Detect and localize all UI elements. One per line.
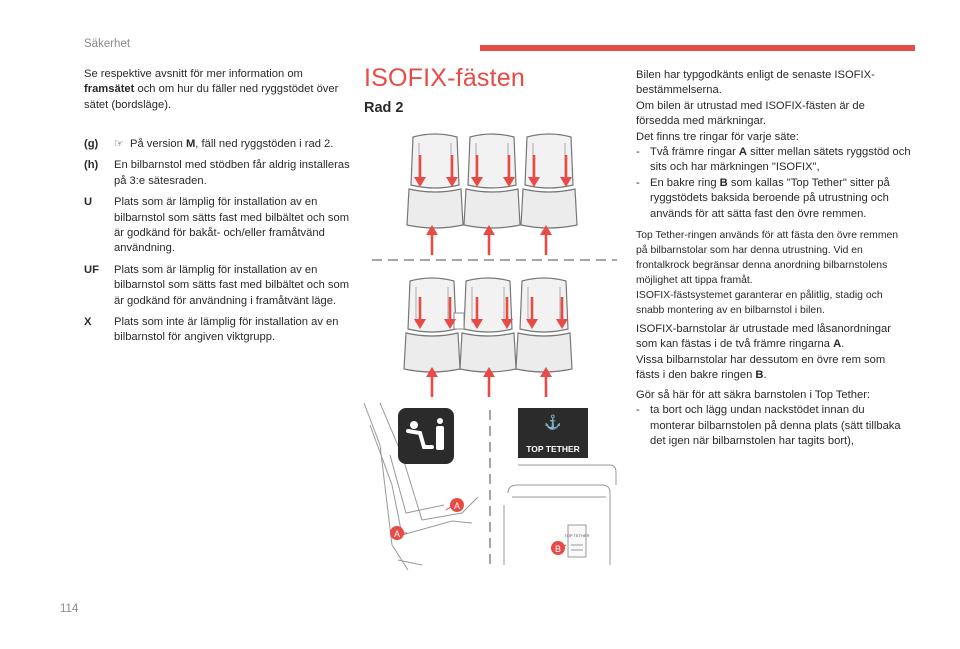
paragraph: Top Tether-ringen används för att fästa den övre remmen på bilbarnstolar som har denna utrustning. Vid en frontalkrock begränsar denna anordning bilbarnstolens möjlighet att tippa framåt. bbox=[636, 230, 899, 287]
bullet-item bbox=[636, 145, 911, 176]
definition-key: U bbox=[84, 196, 93, 209]
paragraph: Bilen har typgodkänts enligt de senaste ISOFIX-bestämmelserna. bbox=[636, 69, 875, 97]
seat-row-top bbox=[407, 134, 577, 255]
anchor-a-marker bbox=[446, 498, 464, 512]
bullet-text-pre: En bakre ring bbox=[650, 176, 720, 189]
definition-key: X bbox=[84, 316, 92, 329]
intro-text-1: Se respektive avsnitt för mer information om bbox=[84, 68, 303, 80]
bullet-text-pre: Två främre ringar bbox=[650, 146, 739, 159]
section-title: Säkerhet bbox=[84, 38, 131, 50]
definition-text-post: , fäll ned ryggstöden i rad 2. bbox=[195, 138, 334, 150]
definition-text bbox=[114, 137, 356, 152]
paragraph: ISOFIX-fästsystemet garanterar en pålitlig, stadig och snabb montering av en bilbarnstol i bilen. bbox=[636, 290, 883, 317]
definition-text: Plats som är lämplig för installation av en bilbarnstol som sätts fast med bilbältet och som är godkänd för användning i framåtvänt läge. bbox=[114, 263, 350, 307]
top-tether-symbol bbox=[518, 408, 588, 458]
bullet-bold: A bbox=[738, 146, 747, 159]
page-title: ISOFIX-fästen bbox=[364, 64, 525, 92]
definition-item bbox=[84, 195, 356, 257]
anchor-a-label: A bbox=[453, 501, 461, 511]
info-column bbox=[636, 68, 911, 449]
definition-item bbox=[84, 263, 356, 309]
subtitle: Rad 2 bbox=[364, 100, 404, 116]
definition-item bbox=[84, 158, 356, 189]
paragraph-text-pre: ISOFIX-barnstolar är utrustade med låsanordningar som kan fästas i de två främre ringarna bbox=[636, 323, 891, 351]
definition-text: Plats som är lämplig för installation av en bilbarnstol som sätts fast med bilbältet och som är godkänd för bakåt- och/eller framåtvänd användning. bbox=[114, 196, 350, 255]
bullet-item bbox=[636, 176, 911, 222]
isofix-symbol-icon bbox=[398, 408, 454, 464]
intro-bold: framsätet bbox=[84, 83, 135, 96]
paragraph-text-post: . bbox=[763, 369, 767, 382]
intro-paragraph bbox=[84, 67, 356, 113]
paragraph-text-pre: Vissa bilbarnstolar har dessutom en övre rem som fästs i den bakre ringen bbox=[636, 353, 886, 382]
paragraph-bold: B bbox=[755, 369, 764, 382]
anchor-b-marker bbox=[551, 541, 566, 555]
definition-key: (h) bbox=[84, 159, 99, 172]
paragraph bbox=[636, 353, 911, 384]
definition-text-pre: På version bbox=[130, 138, 186, 150]
anchor-a-label: A bbox=[393, 529, 401, 539]
isofix-diagram bbox=[362, 125, 630, 575]
definition-item bbox=[84, 137, 356, 152]
paragraph bbox=[636, 322, 911, 353]
paragraph: Gör så här för att säkra barnstolen i Top Tether: bbox=[636, 388, 871, 401]
mini-tether-label: TOP TETHER bbox=[564, 533, 590, 538]
section-accent-bar bbox=[480, 45, 915, 51]
top-tether-label: TOP TETHER bbox=[526, 444, 580, 454]
definition-bold: M bbox=[185, 138, 196, 150]
definition-item bbox=[84, 315, 356, 346]
definition-list bbox=[84, 137, 356, 352]
anchor-a-marker bbox=[390, 526, 407, 540]
bullet-text: ta bort och lägg undan nackstödet innan du monterar bilbarnstolen på denna plats (sätt tillbaka det igen när bilbarnstolen har tagits bort), bbox=[650, 404, 901, 447]
top-tether-tag bbox=[564, 525, 589, 557]
anchor-b-label: B bbox=[554, 544, 562, 554]
seat-row-bottom bbox=[404, 278, 572, 397]
definition-key: (g) bbox=[84, 138, 99, 150]
bullet-dash: - bbox=[636, 404, 640, 417]
paragraph-bold: A bbox=[833, 338, 842, 351]
bullet-item bbox=[636, 403, 911, 449]
bullet-dash: - bbox=[636, 146, 640, 159]
bullet-bold: B bbox=[719, 176, 728, 189]
bullet-text-post: sitter mellan sätets ryggstöd och sits och har märkningen "ISOFIX", bbox=[650, 146, 911, 174]
paragraph-text-post: . bbox=[841, 338, 845, 351]
bullet-text bbox=[650, 145, 911, 176]
page-number: 114 bbox=[60, 603, 79, 615]
intro-text-2: och om hur du fäller ned ryggstödet över sätet (bordsläge). bbox=[84, 83, 339, 111]
definition-text: Plats som inte är lämplig för installation av en bilbarnstol för angiven viktgrupp. bbox=[114, 316, 339, 344]
anchor-icon: ⚓ bbox=[544, 414, 562, 430]
paragraph: Om bilen är utrustad med ISOFIX-fästen är de försedda med märkningar. bbox=[636, 99, 865, 128]
bullet-text-post: som kallas "Top Tether" sitter på ryggstödets baksida beroende på utrustning och används för att sätta fast den övre remmen. bbox=[650, 176, 890, 220]
definition-key: UF bbox=[84, 263, 99, 276]
hand-pointer-icon: ☞ bbox=[114, 138, 125, 150]
definition-text: En bilbarnstol med stödben får aldrig installeras på 3:e sätesraden. bbox=[114, 159, 350, 187]
bullet-dash: - bbox=[636, 176, 640, 189]
paragraph: Det finns tre ringar för varje säte: bbox=[636, 130, 799, 143]
bullet-text bbox=[650, 176, 911, 222]
